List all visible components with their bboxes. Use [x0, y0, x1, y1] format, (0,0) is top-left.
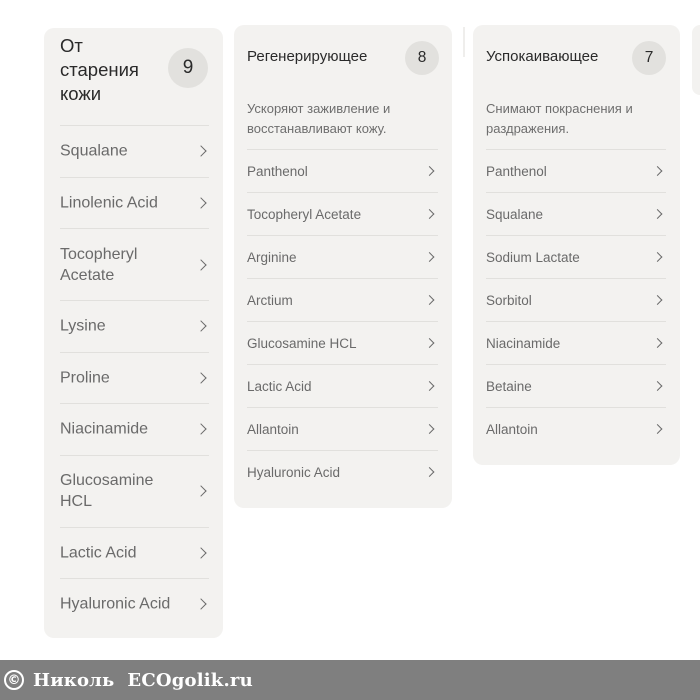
ingredient-item[interactable]: [486, 321, 666, 364]
ingredient-label: Lactic Acid: [247, 379, 312, 394]
ingredient-label: Glucosamine HCL: [60, 472, 154, 510]
ingredient-label: Squalane: [486, 207, 544, 222]
ingredient-label: Hyaluronic Acid: [247, 465, 341, 480]
ingredient-label: Arginine: [247, 250, 297, 265]
ingredient-item[interactable]: [60, 228, 209, 300]
ingredient-item[interactable]: [60, 527, 209, 579]
ingredient-item[interactable]: [60, 125, 209, 177]
ingredient-label: Sodium Lactate: [486, 250, 580, 265]
ingredient-item[interactable]: [247, 192, 438, 235]
ingredient-label: Proline: [60, 369, 110, 387]
ingredient-label: Tocopheryl Acetate: [60, 245, 138, 284]
ingredient-item[interactable]: [486, 407, 666, 450]
card-description: Ускоряют заживление и восстанавливают кожу.: [247, 101, 391, 136]
watermark-bar: [0, 660, 700, 700]
ingredient-item[interactable]: [60, 578, 209, 630]
ingredient-list: [486, 149, 666, 450]
chevron-right-icon: [195, 599, 206, 610]
ingredient-label: Niacinamide: [60, 420, 149, 438]
chevron-right-icon: [195, 197, 206, 208]
next-card-edge: [692, 25, 700, 95]
ingredient-item[interactable]: [247, 235, 438, 278]
ingredient-item[interactable]: [486, 235, 666, 278]
card-header: [234, 25, 452, 88]
ingredient-item[interactable]: [247, 364, 438, 407]
ingredient-item[interactable]: [247, 149, 438, 192]
ingredient-item[interactable]: [486, 278, 666, 321]
ingredient-item[interactable]: [60, 352, 209, 404]
ingredient-label: Allantoin: [247, 422, 299, 437]
count-badge: 7: [632, 41, 666, 75]
chevron-right-icon: [195, 547, 206, 558]
ingredient-item[interactable]: [486, 149, 666, 192]
watermark-text: Николь ECOgolik.ru: [33, 669, 253, 691]
category-card-regenerating: [234, 25, 452, 508]
card-header: [473, 25, 680, 88]
ingredient-list: [60, 125, 209, 630]
card-header: [44, 28, 223, 125]
ingredient-item[interactable]: [60, 300, 209, 352]
ingredient-item[interactable]: [247, 407, 438, 450]
card-title: Регенерирующее: [247, 48, 368, 65]
ingredient-label: Glucosamine HCL: [247, 336, 357, 351]
ingredient-label: Tocopheryl Acetate: [247, 207, 362, 222]
card-title: Успокаивающее: [486, 48, 599, 65]
ingredient-label: Panthenol: [247, 164, 308, 179]
card-description: Снимают покраснения и раздражения.: [486, 101, 633, 136]
category-card-soothing: [473, 25, 680, 465]
ingredient-label: Linolenic Acid: [60, 194, 158, 212]
ingredient-label: Hyaluronic Acid: [60, 595, 171, 613]
chevron-right-icon: [195, 259, 206, 270]
ingredient-item[interactable]: [486, 192, 666, 235]
ingredient-label: Squalane: [60, 142, 128, 160]
chevron-right-icon: [195, 321, 206, 332]
ingredient-item[interactable]: [247, 321, 438, 364]
chevron-right-icon: [195, 424, 206, 435]
copyright-icon: ©: [4, 670, 24, 690]
ingredient-list: [247, 149, 438, 493]
card-title: От старения кожи: [60, 35, 139, 104]
ingredient-item[interactable]: [247, 450, 438, 493]
ingredient-label: Allantoin: [486, 422, 538, 437]
category-card-anti-aging: [44, 28, 223, 638]
chevron-right-icon: [195, 372, 206, 383]
ingredient-item[interactable]: [60, 455, 209, 527]
ingredient-item[interactable]: [60, 177, 209, 229]
ingredient-label: Arctium: [247, 293, 293, 308]
ingredient-label: Panthenol: [486, 164, 547, 179]
ingredient-label: Sorbitol: [486, 293, 532, 308]
ingredient-item[interactable]: [486, 364, 666, 407]
partial-divider: [463, 27, 465, 57]
chevron-right-icon: [195, 146, 206, 157]
ingredient-item[interactable]: [60, 403, 209, 455]
count-badge: 8: [405, 41, 439, 75]
ingredient-label: Lactic Acid: [60, 544, 137, 562]
ingredient-label: Niacinamide: [486, 336, 561, 351]
ingredient-label: Betaine: [486, 379, 532, 394]
count-badge: 9: [168, 48, 208, 88]
ingredient-label: Lysine: [60, 317, 106, 335]
ingredient-item[interactable]: [247, 278, 438, 321]
